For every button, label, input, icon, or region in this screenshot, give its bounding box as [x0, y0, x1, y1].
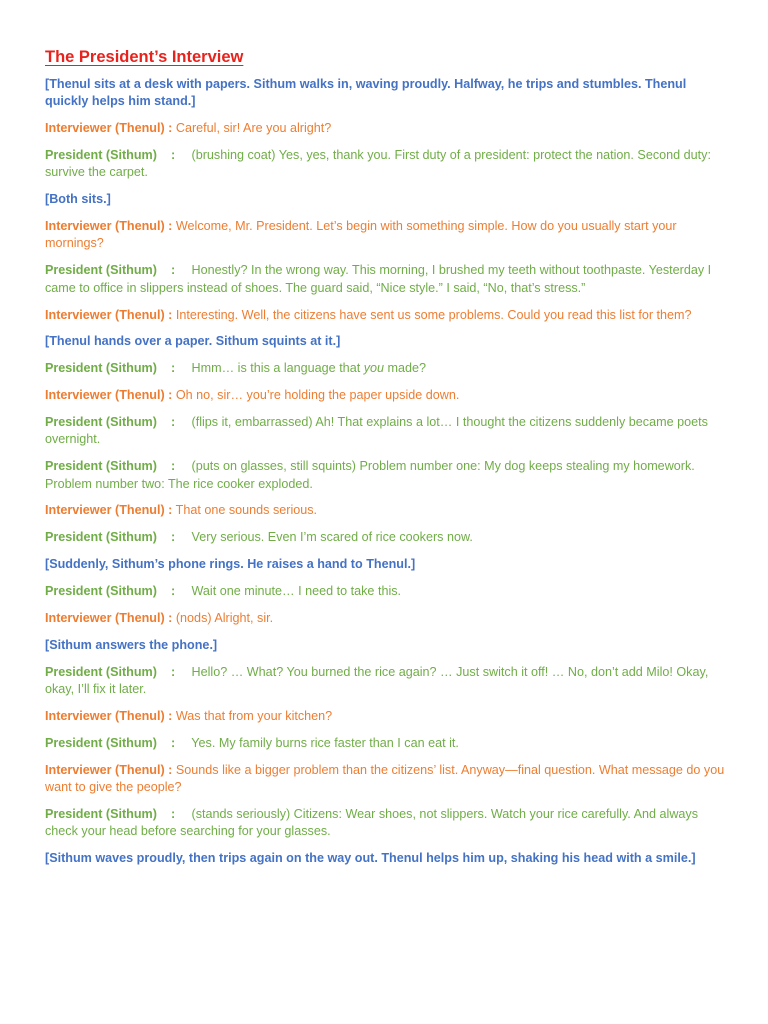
interviewer-line	[45, 307, 728, 324]
direction-text: [Thenul sits at a desk with papers. Sithum walks in, waving proudly. Halfway, he trips and stumbles. Thenul quickly helps him stand.]	[45, 77, 687, 109]
dialogue-text: Was that from your kitchen?	[175, 709, 333, 723]
interviewer-line	[45, 387, 728, 404]
speaker-label-president: President (Sithum) :	[45, 263, 176, 278]
president-line	[45, 458, 728, 493]
direction-text: [Sithum waves proudly, then trips again on the way out. Thenul helps him up, shaking his head with a smile.]	[45, 851, 696, 866]
dialogue-text: (puts on glasses, still squints) Problem number one: My dog keeps stealing my homework. Problem number two: The rice cooker exploded.	[45, 459, 695, 491]
speaker-label-interviewer: Interviewer (Thenul) :	[45, 307, 173, 322]
direction-text: [Both sits.]	[45, 192, 111, 207]
speaker-label-president: President (Sithum) :	[45, 148, 176, 163]
dialogue-text: (nods) Alright, sir.	[175, 611, 274, 626]
president-line	[45, 735, 728, 752]
dialogue-text: Very serious. Even I’m scared of rice cookers now.	[191, 530, 473, 545]
president-line	[45, 147, 728, 182]
president-line	[45, 360, 728, 377]
dialogue-text: (flips it, embarrassed) Ah! That explains a lot… I thought the citizens suddenly became poets overnight.	[45, 415, 708, 447]
interviewer-line	[45, 708, 728, 725]
speaker-label-president: President (Sithum) :	[45, 415, 176, 430]
interviewer-line	[45, 218, 728, 253]
dialogue-text: Sounds like a bigger problem than the citizens’ list. Anyway—final question. What message do you want to give the people?	[45, 762, 725, 795]
direction-text: [Sithum answers the phone.]	[45, 637, 218, 652]
direction-text: [Thenul hands over a paper. Sithum squints at it.]	[45, 334, 341, 349]
stage-direction	[45, 191, 728, 208]
speaker-label-president: President (Sithum) :	[45, 806, 176, 821]
direction-text: [Suddenly, Sithum’s phone rings. He raises a hand to Thenul.]	[45, 557, 416, 572]
dialogue-text: (stands seriously) Citizens: Wear shoes, not slippers. Watch your rice carefully. And always check your head before searching for your glasses.	[45, 806, 699, 839]
dialogue-text: Hello? … What? You burned the rice again? … Just switch it off! … No, don’t add Milo! Okay, okay, I’ll fix it later.	[45, 664, 709, 697]
speaker-label-interviewer: Interviewer (Thenul) :	[45, 219, 173, 234]
speaker-label-president: President (Sithum) :	[45, 459, 176, 474]
dialogue-text: Careful, sir! Are you alright?	[175, 121, 332, 136]
president-line	[45, 262, 728, 297]
dialogue-text: Yes. My family burns rice faster than I can eat it.	[191, 735, 459, 750]
speaker-label-interviewer: Interviewer (Thenul) :	[45, 121, 173, 136]
interviewer-line	[45, 610, 728, 627]
stage-direction	[45, 333, 728, 350]
dialogue-text-before: Hmm… is this a language that	[191, 361, 364, 376]
speaker-label-interviewer: Interviewer (Thenul) :	[45, 762, 173, 777]
speaker-label-interviewer: Interviewer (Thenul) :	[45, 709, 173, 723]
dialogue-text: (brushing coat) Yes, yes, thank you. First duty of a president: protect the nation. Second duty: survive the carpet.	[45, 148, 711, 180]
dialogue-emphasis: you	[363, 361, 385, 376]
speaker-label-president: President (Sithum) :	[45, 530, 176, 545]
president-line	[45, 664, 728, 699]
president-line	[45, 806, 728, 841]
president-line	[45, 414, 728, 449]
script-body	[45, 76, 728, 867]
dialogue-text: Oh no, sir… you’re holding the paper upside down.	[175, 388, 460, 403]
stage-direction	[45, 850, 728, 867]
speaker-label-president: President (Sithum) :	[45, 584, 176, 599]
document-title: The President’s Interview	[45, 48, 244, 66]
speaker-label-president: President (Sithum) :	[45, 664, 176, 679]
dialogue-text-after: made?	[384, 361, 427, 376]
interviewer-line	[45, 762, 728, 797]
speaker-label-interviewer: Interviewer (Thenul) :	[45, 388, 173, 403]
president-line	[45, 583, 728, 600]
dialogue-text: Interesting. Well, the citizens have sent us some problems. Could you read this list for them?	[175, 307, 692, 322]
interviewer-line	[45, 120, 728, 137]
speaker-label-president: President (Sithum) :	[45, 735, 176, 750]
dialogue-text: Honestly? In the wrong way. This morning, I brushed my teeth without toothpaste. Yesterday I came to office in slippers instead of shoes. The guard said, “Nice style.” I said, “No, that’s stress.”	[45, 263, 712, 295]
stage-direction	[45, 76, 728, 111]
interviewer-line	[45, 502, 728, 519]
dialogue-text: Welcome, Mr. President. Let’s begin with something simple. How do you usually start your mornings?	[45, 219, 677, 251]
speaker-label-interviewer: Interviewer (Thenul) :	[45, 611, 173, 626]
president-line	[45, 529, 728, 546]
dialogue-text: Wait one minute… I need to take this.	[191, 584, 402, 599]
speaker-label-president: President (Sithum) :	[45, 361, 176, 376]
speaker-label-interviewer: Interviewer (Thenul) :	[45, 503, 173, 518]
stage-direction	[45, 556, 728, 573]
dialogue-text: That one sounds serious.	[175, 503, 318, 518]
stage-direction	[45, 637, 728, 654]
